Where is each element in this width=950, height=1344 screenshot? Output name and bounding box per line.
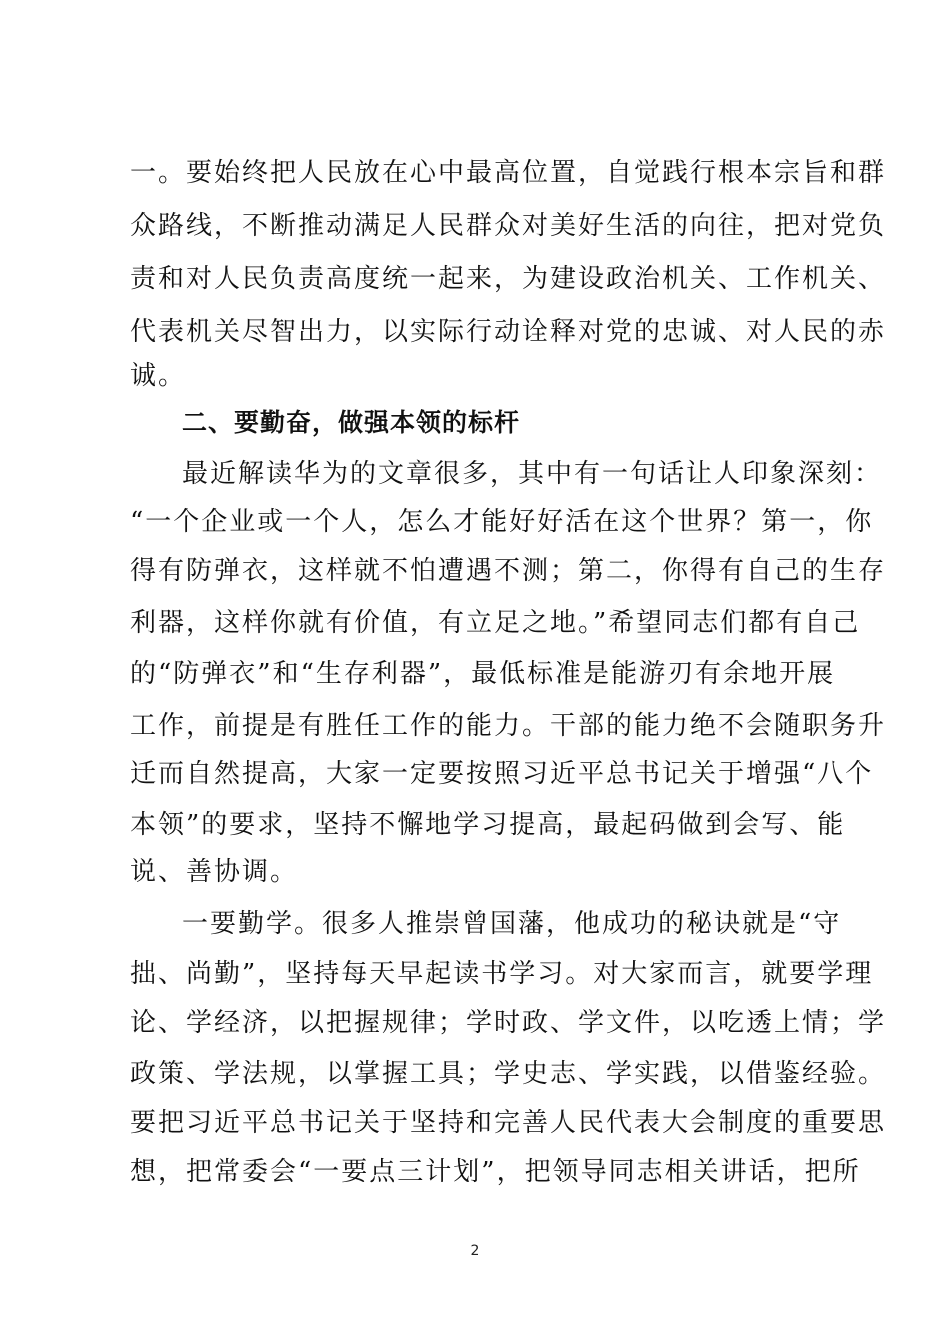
page-number: 2 (470, 1243, 480, 1259)
paragraph-line: 要把习近平总书记关于坚持和完善人民代表大会制度的重要思 (130, 1108, 887, 1138)
paragraph-line: 得有防弹衣，这样就不怕遭遇不测；第二，你得有自己的生存 (130, 556, 887, 586)
paragraph-line: “一个企业或一个人，怎么才能好好活在这个世界？第一，你 (130, 507, 874, 537)
paragraph-line: 工作，前提是有胜任工作的能力。干部的能力绝不会随职务升 (130, 711, 887, 741)
paragraph-line: 的“防弹衣”和“生存利器”，最低标准是能游刃有余地开展 (130, 659, 836, 689)
paragraph-line: 一。要始终把人民放在心中最高位置，自觉践行根本宗旨和群 (130, 158, 887, 188)
paragraph-line: 本领”的要求，坚持不懈地学习提高，最起码做到会写、能 (130, 810, 846, 840)
paragraph-line: 政策、学法规，以掌握工具；学史志、学实践，以借鉴经验。 (130, 1059, 887, 1089)
paragraph-line: 诚。 (130, 361, 187, 391)
paragraph-line: 责和对人民负责高度统一起来，为建设政治机关、工作机关、 (130, 264, 887, 294)
section-heading: 二、要勤奋，做强本领的标杆 (182, 408, 521, 437)
paragraph-line: 最近解读华为的文章很多，其中有一句话让人印象深刻： (182, 459, 883, 489)
paragraph-line: 论、学经济，以把握规律；学时政、学文件，以吃透上情；学 (130, 1008, 887, 1038)
paragraph-line: 一要勤学。很多人推崇曾国藩，他成功的秘诀就是“守 (182, 909, 842, 939)
paragraph-line: 说、善协调。 (130, 857, 299, 887)
paragraph-line: 拙、尚勤”，坚持每天早起读书学习。对大家而言，就要学理 (130, 959, 874, 989)
paragraph-line: 代表机关尽智出力，以实际行动诠释对党的忠诚、对人民的赤 (130, 317, 887, 347)
paragraph-line: 利器，这样你就有价值，有立足之地。”希望同志们都有自己 (130, 608, 861, 638)
paragraph-line: 众路线，不断推动满足人民群众对美好生活的向往，把对党负 (130, 211, 887, 241)
paragraph-line: 想，把常委会“一要点三计划”，把领导同志相关讲话，把所 (130, 1157, 861, 1187)
paragraph-line: 迁而自然提高，大家一定要按照习近平总书记关于增强“八个 (130, 759, 874, 789)
